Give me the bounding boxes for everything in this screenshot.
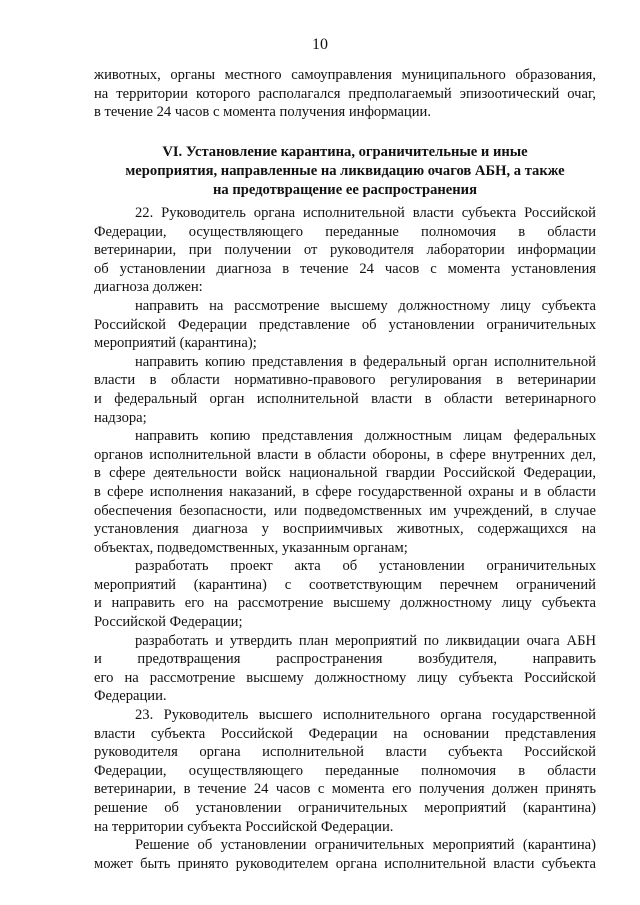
text-line: мероприятий (карантина) с соответствующим перечнем ограничений: [94, 576, 596, 593]
text-line: мероприятий (карантина);: [94, 335, 257, 352]
text-line: ветеринарии, в течение 24 часов с момента его получения должен принять: [94, 781, 596, 798]
text-line: обеспечения безопасности, или подведомственных им учреждений, в случае: [94, 502, 596, 519]
text-line: и направить его на рассмотрение высшему должностному лицу субъекта: [94, 595, 596, 612]
text-line: может быть принято руководителем органа исполнительной власти субъекта: [94, 855, 596, 872]
text-line: 23. Руководитель высшего исполнительного органа государственной: [135, 707, 596, 724]
text-line: надзора;: [94, 409, 147, 426]
text-line: об установлении диагноза в течение 24 часов с момента установления: [94, 260, 596, 277]
text-line: Федерации.: [94, 688, 167, 705]
text-line: животных, органы местного самоуправления муниципального образования,: [94, 67, 596, 83]
text-line: власти в области нормативно-правового регулирования в ветеринарии: [94, 372, 596, 389]
text-line: разработать и утвердить план мероприятий по ликвидации очага АБН: [135, 632, 596, 649]
body-text: [94, 204, 596, 873]
text-line: направить копию представления должностным лицам федеральных: [135, 428, 596, 445]
text-line: направить на рассмотрение высшему должностному лицу субъекта: [135, 297, 596, 314]
text-line: в течение 24 часов с момента получения информации.: [94, 104, 431, 121]
text-line: разработать проект акта об установлении ограничительных: [135, 558, 596, 575]
text-line: Российской Федерации;: [94, 614, 243, 631]
text-line: 22. Руководитель органа исполнительной власти субъекта Российской: [135, 205, 596, 221]
text-line: на территории которого располагался предполагаемый эпизоотический очаг,: [94, 85, 596, 102]
text-line: направить копию представления в федеральный орган исполнительной: [135, 353, 596, 370]
text-line: Российской Федерации представление об установлении ограничительных: [94, 316, 596, 333]
text-line: в сфере исполнения наказаний, в сфере государственной охраны и в области: [94, 483, 596, 500]
text-line: руководителя органа исполнительной власти субъекта Российской: [94, 744, 596, 761]
text-line: и федеральный орган исполнительной власти в области ветеринарного: [94, 390, 596, 407]
section-title-line: на предотвращение ее распространения: [212, 182, 477, 198]
text-line: ветеринарии, при получении от руководителя лаборатории информации: [94, 242, 596, 259]
text-line: в сфере деятельности войск национальной гвардии Российской Федерации,: [94, 465, 596, 482]
section-title-line: мероприятия, направленные на ликвидацию очагов АБН, а также: [125, 163, 565, 179]
text-line: решение об установлении ограничительных мероприятий (карантина): [94, 800, 596, 816]
intro-paragraph: [94, 66, 596, 122]
section-heading: [94, 143, 596, 200]
text-line: диагноза должен:: [94, 279, 203, 296]
text-line: объектах, подведомственных, указанным органам;: [94, 539, 408, 556]
text-line: органов исполнительной власти в области обороны, в сфере внутренних дел,: [94, 446, 596, 463]
text-line: его на рассмотрение высшему должностному лицу субъекта Российской: [94, 669, 596, 686]
page-number: 10: [312, 36, 328, 53]
text-line: Федерации, осуществляющего переданные полномочия в области: [94, 762, 596, 779]
text-line: на территории субъекта Российской Федерации.: [94, 818, 394, 835]
text-line: и предотвращения распространения возбудителя, направить: [94, 651, 596, 668]
text-line: Решение об установлении ограничительных мероприятий (карантина): [135, 837, 596, 854]
text-line: власти субъекта Российской Федерации на основании представления: [94, 725, 596, 742]
text-line: установления диагноза у восприимчивых животных, содержащихся на: [94, 521, 596, 538]
section-title-line: VI. Установление карантина, ограничительные и иные: [162, 144, 528, 160]
text-line: Федерации, осуществляющего переданные полномочия в области: [94, 223, 596, 240]
